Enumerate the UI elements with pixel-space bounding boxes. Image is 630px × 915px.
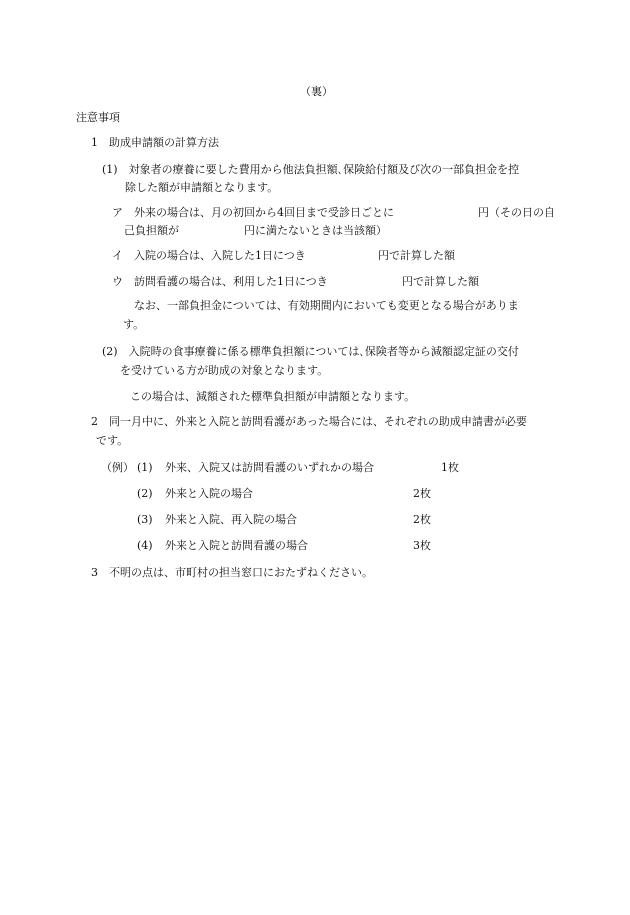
example-row-2 (137, 486, 431, 502)
item-i-post: 円で計算した額 (378, 249, 455, 262)
example-label: （例） (101, 461, 134, 474)
item-a-line2-pre: 己負担額が (124, 224, 179, 237)
section-1-heading: 1 助成申請額の計算方法 (91, 136, 219, 149)
example-text: 外来と入院の場合 (165, 487, 253, 500)
section-2-line1: 2 同一月中に、外来と入院と訪問看護があった場合には、それぞれの助成申請書が必要 (91, 415, 527, 428)
example-text: 外来、入院又は訪問看護のいずれかの場合 (165, 461, 374, 474)
section-1-p1-line1: (1) 対象者の療養に要した費用から他法負担額､保険給付額及び次の一部負担金を控 (102, 163, 520, 176)
example-num: (1) (137, 461, 153, 474)
example-num: (2) (137, 487, 153, 500)
partial-burden-note-line1: なお、一部負担金については、有効期間内においても変更となる場合がありま (134, 299, 519, 312)
example-count: 2枚 (413, 513, 431, 526)
item-u-pre: ウ 訪問看護の場合は、利用した1日につき (112, 275, 328, 288)
example-count: 1枚 (441, 461, 459, 474)
example-num: (3) (137, 513, 153, 526)
partial-burden-note-line2: す。 (123, 318, 145, 331)
example-row-4 (137, 538, 431, 554)
example-num: (4) (137, 539, 153, 552)
notes-title: 注意事項 (76, 111, 120, 124)
item-a-line1-post: 円（その日の自 (478, 206, 555, 219)
section-2-line2: です。 (96, 434, 129, 447)
section-1-p1-line2: 除した額が申請額となります。 (125, 181, 279, 194)
reduced-amount-note: この場合は、減額された標準負担額が申請額となります。 (130, 390, 416, 403)
item-u (112, 274, 479, 290)
example-row-3 (137, 512, 431, 528)
item-a-line2-post: 円に満たないときは当該額） (244, 224, 387, 237)
item-i (112, 248, 455, 264)
example-count: 3枚 (413, 539, 431, 552)
example-count: 2枚 (413, 487, 431, 500)
example-row-1 (137, 460, 459, 476)
example-text: 外来と入院と訪問看護の場合 (165, 539, 308, 552)
item-a-line1-pre: ア 外来の場合は、月の初回から4回目まで受診日ごとに (112, 206, 394, 219)
item-i-pre: イ 入院の場合は、入院した1日につき (112, 249, 306, 262)
item-u-post: 円で計算した額 (402, 275, 479, 288)
page-side-label: （裏） (300, 85, 333, 98)
section-1-p2-line2: を受けている方が助成の対象となります。 (120, 364, 329, 377)
item-a-line2 (124, 223, 387, 239)
section-3-line1: 3 不明の点は、市町村の担当窓口におたずねください。 (91, 566, 373, 579)
section-1-p2-line1: (2) 入院時の食事療養に係る標準負担額については､保険者等から減額認定証の交付 (102, 345, 519, 358)
item-a-line1 (112, 205, 555, 221)
example-text: 外来と入院、再入院の場合 (165, 513, 297, 526)
